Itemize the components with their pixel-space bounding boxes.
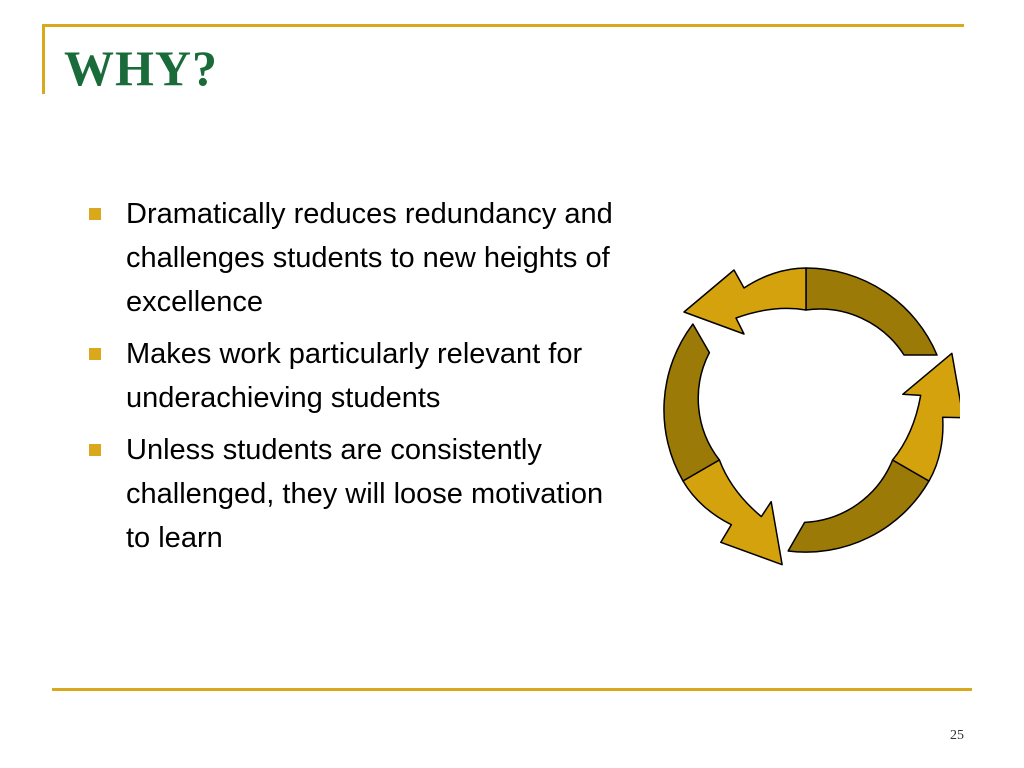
bullet-text: Makes work particularly relevant for underachieving students: [126, 338, 583, 414]
cycle-arrow-left: [648, 324, 819, 566]
page-number: 25: [950, 728, 964, 743]
bullet-text: Unless students are consistently challenged, they will loose motivation to learn: [126, 434, 604, 554]
cycle-arrow-right: [788, 332, 960, 566]
frame-top-border: [42, 24, 964, 27]
slide-title: WHY?: [64, 40, 218, 96]
bullet-item: [86, 332, 626, 420]
square-bullet-icon: [89, 348, 101, 360]
bullet-list: [86, 192, 626, 568]
frame-left-border: [42, 24, 45, 94]
cycle-arrow-top: [684, 268, 937, 355]
bullet-text: Dramatically reduces redundancy and challenges students to new heights of excellence: [126, 198, 613, 318]
footer-divider: [52, 688, 972, 691]
bullet-item: [86, 192, 626, 324]
square-bullet-icon: [89, 444, 101, 456]
bullet-item: [86, 428, 626, 560]
recycle-arrows-icon: [648, 246, 960, 566]
square-bullet-icon: [89, 208, 101, 220]
